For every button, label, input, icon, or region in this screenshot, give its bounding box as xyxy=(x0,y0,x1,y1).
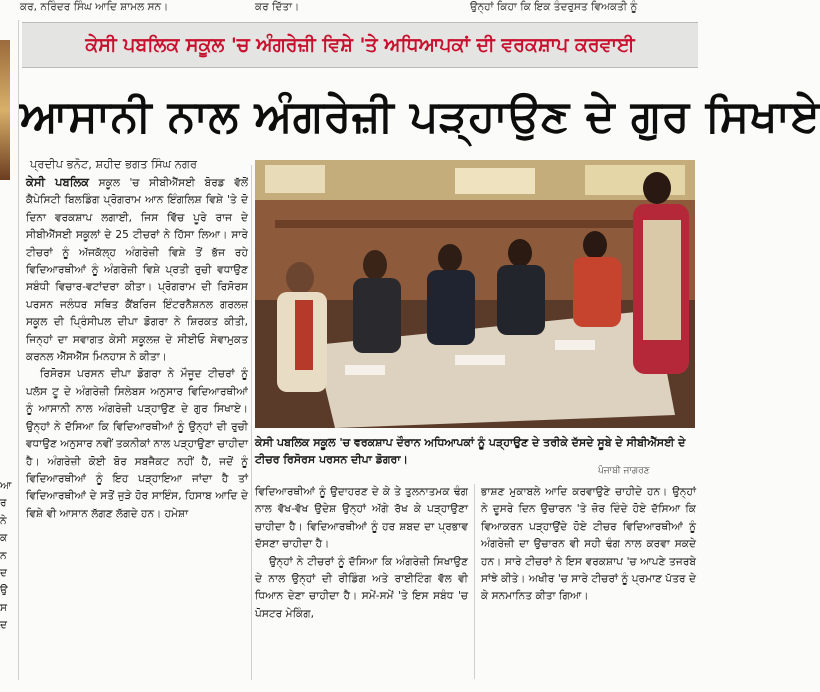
byline: ਪ੍ਰਦੀਪ ਭਨੋਟ, ਸ਼ਹੀਦ ਭਗਤ ਸਿੰਘ ਨਗਰ xyxy=(30,157,198,171)
article-column-3 xyxy=(481,484,696,679)
headline: ਆਸਾਨੀ ਨਾਲ ਅੰਗਰੇਜ਼ੀ ਪੜ੍ਹਾਉਣ ਦੇ ਗੁਰ ਸਿਖਾਏ xyxy=(20,91,820,142)
col2-para1: ਵਿਦਿਆਰਥੀਆਂ ਨੂੰ ਉਦਾਹਰਣ ਦੇ ਕੇ ਤੇ ਤੁਲਨਾਤਮਕ ਢੰਗ ਨਾਲ ਵੱਖ-ਵੱਖ ਉਦੇਸ਼ ਉਨ੍ਹਾਂ ਅੱਗੇ ਰੱਖ ਕੇ ਪੜ੍ਹਾਉਣਾ ਚਾਹੀਦਾ ਹੈ। ਵਿਦਿਆਰਥੀਆਂ ਨੂੰ ਹਰ ਸ਼ਬਦ ਦਾ ਪ੍ਰਭਾਵ ਦੱਸਣਾ ਚਾਹੀਦਾ ਹੈ। xyxy=(255,486,468,551)
photo-credit: ਪੰਜਾਬੀ ਜਾਗਰਣ xyxy=(598,466,650,476)
column-rule-left xyxy=(18,20,19,680)
kicker-band xyxy=(22,22,698,68)
column-rule-2 xyxy=(474,484,475,679)
col1-para1: ਸਕੂਲ 'ਚ ਸੀਬੀਐੱਸਈ ਬੋਰਡ ਵੱਲੋਂ ਕੈਪੇਸਿਟੀ ਬਿਲਡਿੰਗ ਪ੍ਰੋਗਰਾਮ ਆਨ ਇੰਗਲਿਸ਼ ਵਿਸ਼ੇ 'ਤੇ ਦੋ ਦਿਨਾ ਵਰਕਸ਼ਾਪ ਲਗਾਈ, ਜਿਸ ਵਿੱਚ ਪੂਰੇ ਰਾਜ ਦੇ ਸੀਬੀਐੱਸਈ ਸਕੂਲਾਂ ਦੇ 25 ਟੀਚਰਾਂ ਨੇ ਹਿੱਸਾ ਲਿਆ। ਸਾਰੇ ਟੀਚਰਾਂ ਨੂੰ ਅੱਜਕੱਲ੍ਹ ਅੰਗਰੇਜ਼ੀ ਵਿਸ਼ੇ ਤੋਂ ਭੱਜ ਰਹੇ ਵਿਦਿਆਰਥੀਆਂ ਨੂੰ ਅੰਗਰੇਜ਼ੀ ਵਿਸ਼ੇ ਪ੍ਰਤੀ ਰੁਚੀ ਵਧਾਉਣ ਸਬੰਧੀ ਵਿਚਾਰ-ਵਟਾਂਦਰਾ ਕੀਤਾ। ਪ੍ਰੋਗਰਾਮ ਦੀ ਰਿਸੋਰਸ ਪਰਸਨ ਜਲੰਧਰ ਸਥਿਤ ਕੈਂਬਰਿਜ ਇੰਟਰਨੈਸ਼ਨਲ ਗਰਲਜ਼ ਸਕੂਲ ਦੀ ਪ੍ਰਿੰਸੀਪਲ ਦੀਪਾ ਡੋਗਰਾ ਨੇ ਸ਼ਿਰਕਤ ਕੀਤੀ, ਜਿਨ੍ਹਾਂ ਦਾ ਸਵਾਗਤ ਕੇਸੀ ਸਕੂਲਜ਼ ਦੇ ਸੀਈਓ ਸੇਵਾਮੁਕਤ ਕਰਨਲ ਐੱਸਐੱਸ ਮਿਨਹਾਸ ਨੇ ਕੀਤਾ। xyxy=(26,177,248,364)
col3-para1: ਭਾਸ਼ਣ ਮੁਕਾਬਲੇ ਆਦਿ ਕਰਵਾਉਣੇ ਚਾਹੀਦੇ ਹਨ। ਉਨ੍ਹਾਂ ਨੇ ਦੂਸਰੇ ਦਿਨ ਉਚਾਰਨ 'ਤੇ ਜ਼ੋਰ ਦਿੰਦੇ ਹੋਏ ਦੱਸਿਆ ਕਿ ਵਿਆਕਰਨ ਪੜ੍ਹਾਉਂਦੇ ਹੋਏ ਟੀਚਰ ਵਿਦਿਆਰਥੀਆਂ ਨੂੰ ਅੰਗਰੇਜ਼ੀ ਦਾ ਉਚਾਰਨ ਵੀ ਸਹੀ ਢੰਗ ਨਾਲ ਕਰਵਾ ਸਕਦੇ ਹਨ। ਸਾਰੇ ਟੀਚਰਾਂ ਨੇ ਇਸ ਵਰਕਸ਼ਾਪ 'ਚ ਆਪਣੇ ਤਜਰਬੇ ਸਾਂਝੇ ਕੀਤੇ। ਅਖੀਰ 'ਚ ਸਾਰੇ ਟੀਚਰਾਂ ਨੂੰ ਪ੍ਰਮਾਣ ਪੱਤਰ ਦੇ ਕੇ ਸਨਮਾਨਿਤ ਕੀਤਾ ਗਿਆ। xyxy=(481,486,696,603)
adjacent-photo-edge xyxy=(0,40,10,180)
col2-para2: ਉਨ੍ਹਾਂ ਨੇ ਟੀਚਰਾਂ ਨੂੰ ਦੱਸਿਆ ਕਿ ਅੰਗਰੇਜ਼ੀ ਸਿਖਾਉਣ ਦੇ ਨਾਲ ਉਨ੍ਹਾਂ ਦੀ ਰੀਡਿੰਗ ਅਤੇ ਰਾਈਟਿੰਗ ਵੱਲ ਵੀ ਧਿਆਨ ਦੇਣਾ ਚਾਹੀਦਾ ਹੈ। ਸਮੇਂ-ਸਮੇਂ 'ਤੇ ਇਸ ਸਬੰਧ 'ਚ ਪੋਸਟਰ ਮੇਕਿੰਗ, xyxy=(255,555,468,620)
adjacent-column-edge: ਆ ਰ ਨੇ ਕ ਨ ਦ ਉ ਸ ਦ xyxy=(0,480,12,632)
photo-caption: ਕੇਸੀ ਪਬਲਿਕ ਸਕੂਲ 'ਚ ਵਰਕਸ਼ਾਪ ਦੌਰਾਨ ਅਧਿਆਪਕਾਂ ਨੂੰ ਪੜ੍ਹਾਉਣ ਦੇ ਤਰੀਕੇ ਦੱਸਦੇ ਸੂਬੇ ਦੇ ਸੀਬੀਐੱਸਈ ਦੇ ਟੀਚਰ ਰਿਸੋਰਸ ਪਰਸਨ ਦੀਪਾ ਡੋਗਰਾ। xyxy=(255,436,686,466)
prev-article-fragment-middle: ਕਰ ਦਿੱਤਾ। xyxy=(255,1,300,13)
article-column-1 xyxy=(26,174,248,679)
article-column-2 xyxy=(255,484,468,679)
workshop-photo xyxy=(255,160,695,428)
kicker-text: ਕੇਸੀ ਪਬਲਿਕ ਸਕੂਲ 'ਚ ਅੰਗਰੇਜ਼ੀ ਵਿਸ਼ੇ 'ਤੇ ਅਧਿਆਪਕਾਂ ਦੀ ਵਰਕਸ਼ਾਪ ਕਰਵਾਈ xyxy=(85,34,635,56)
col1-para2: ਰਿਸੋਰਸ ਪਰਸਨ ਦੀਪਾ ਡੋਗਰਾ ਨੇ ਮੌਜੂਦ ਟੀਚਰਾਂ ਨੂੰ ਪਲੱਸ ਟੂ ਦੇ ਅੰਗਰੇਜ਼ੀ ਸਿਲੇਬਸ ਅਨੁਸਾਰ ਵਿਦਿਆਰਥੀਆਂ ਨੂੰ ਆਸਾਨੀ ਨਾਲ ਅੰਗਰੇਜ਼ੀ ਪੜ੍ਹਾਉਣ ਦੇ ਗੁਰ ਸਿਖਾਏ। ਉਨ੍ਹਾਂ ਨੇ ਦੱਸਿਆ ਕਿ ਵਿਦਿਆਰਥੀਆਂ ਨੂੰ ਉਨ੍ਹਾਂ ਦੀ ਰੁਚੀ ਵਧਾਉਣ ਅਨੁਸਾਰ ਨਵੀਂ ਤਕਨੀਕਾਂ ਨਾਲ ਪੜ੍ਹਾਉਣਾ ਚਾਹੀਦਾ ਹੈ। ਅੰਗਰੇਜ਼ੀ ਕੋਈ ਬੋਰ ਸਬਜੈਕਟ ਨਹੀਂ ਹੈ, ਜਦੋਂ ਨੂੰ ਵਿਦਿਆਰਥੀਆਂ ਨੂੰ ਇਹ ਪੜ੍ਹਾਇਆ ਜਾਂਦਾ ਹੈ ਤਾਂ ਵਿਦਿਆਰਥੀਆਂ ਦੇ ਸਤੋਂ ਜੁੜੇ ਹੋਰ ਸਾਇੰਸ, ਹਿਸਾਬ ਆਦਿ ਦੇ ਵਿਸ਼ੇ ਵੀ ਆਸਾਨ ਲੱਗਣ ਲੱਗਦੇ ਹਨ। ਹਮੇਸ਼ਾ xyxy=(26,368,248,520)
prev-article-fragment-left: ਕਰ, ਨਰਿੰਦਰ ਸਿੰਘ ਆਦਿ ਸ਼ਾਮਲ ਸਨ। xyxy=(20,1,169,13)
column-rule-1 xyxy=(251,165,252,680)
prev-article-fragment-right: ਉਨ੍ਹਾਂ ਕਿਹਾ ਕਿ ਇਕ ਤੰਦਰੁਸਤ ਵਿਅਕਤੀ ਨੂੰ xyxy=(470,1,638,13)
lead-word: ਕੇਸੀ ਪਬਲਿਕ xyxy=(26,175,90,189)
